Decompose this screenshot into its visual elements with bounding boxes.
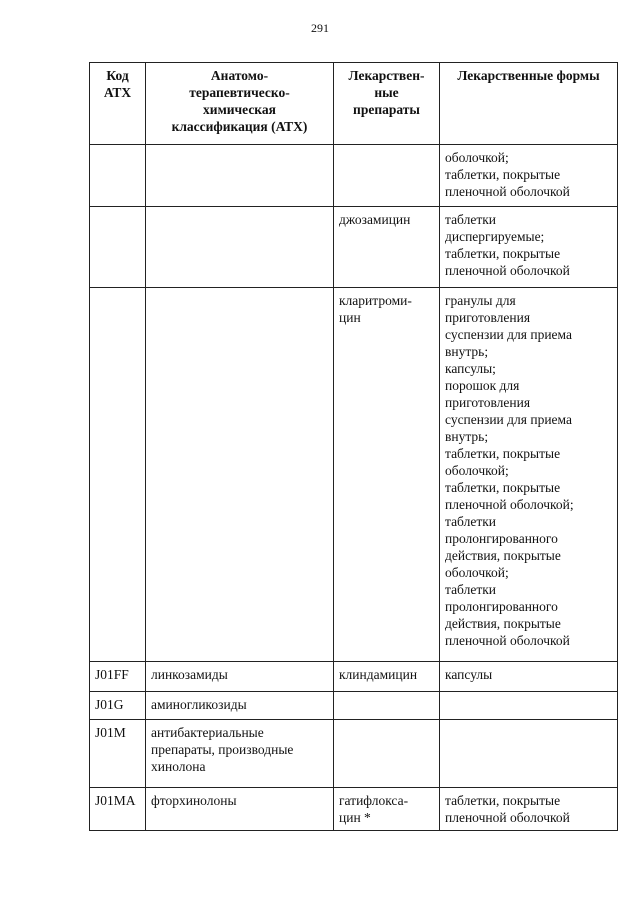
cell-code (90, 288, 146, 662)
table-row (90, 720, 618, 788)
cell-class (146, 288, 334, 662)
cell-forms: капсулы (440, 662, 618, 692)
header-drugs: Лекарствен- ные препараты (334, 63, 440, 145)
table-row (90, 692, 618, 720)
cell-code (90, 207, 146, 288)
cell-class (146, 145, 334, 207)
cell-drug: гатифлокса- цин * (334, 788, 440, 831)
cell-forms: таблетки, покрытые пленочной оболочкой (440, 788, 618, 831)
cell-forms: гранулы для приготовления суспензии для приема внутрь; капсулы; порошок для приготовления суспензии для приема внутрь; таблетки, покрытые оболочкой; таблетки, покрытые пленочной оболочкой; таблетки пролонгированного действия, покрытые оболочкой; таблетки пролонгированного действия, покрытые пленочной оболочкой (440, 288, 618, 662)
cell-code: J01MA (90, 788, 146, 831)
cell-forms: таблетки диспергируемые; таблетки, покрытые пленочной оболочкой (440, 207, 618, 288)
page-number: 291 (311, 21, 329, 35)
cell-code (90, 145, 146, 207)
header-forms: Лекарственные формы (440, 63, 618, 145)
cell-class: фторхинолоны (146, 788, 334, 831)
table-row (90, 288, 618, 662)
cell-class: линкозамиды (146, 662, 334, 692)
cell-class: антибактериальные препараты, производные хинолона (146, 720, 334, 788)
header-classification: Анатомо- терапевтическо- химическая классификация (АТХ) (146, 63, 334, 145)
table-row (90, 662, 618, 692)
cell-drug: джозамицин (334, 207, 440, 288)
cell-code: J01FF (90, 662, 146, 692)
atx-table (89, 62, 618, 831)
cell-forms: оболочкой; таблетки, покрытые пленочной оболочкой (440, 145, 618, 207)
cell-drug: кларитроми- цин (334, 288, 440, 662)
table-row (90, 145, 618, 207)
cell-forms (440, 720, 618, 788)
cell-drug (334, 145, 440, 207)
table-header-row (90, 63, 618, 145)
table-row (90, 207, 618, 288)
cell-code: J01G (90, 692, 146, 720)
cell-forms (440, 692, 618, 720)
cell-class (146, 207, 334, 288)
table-row (90, 788, 618, 831)
cell-drug (334, 720, 440, 788)
header-code: Код АТХ (90, 63, 146, 145)
cell-drug: клиндамицин (334, 662, 440, 692)
cell-class: аминогликозиды (146, 692, 334, 720)
cell-code: J01M (90, 720, 146, 788)
cell-drug (334, 692, 440, 720)
